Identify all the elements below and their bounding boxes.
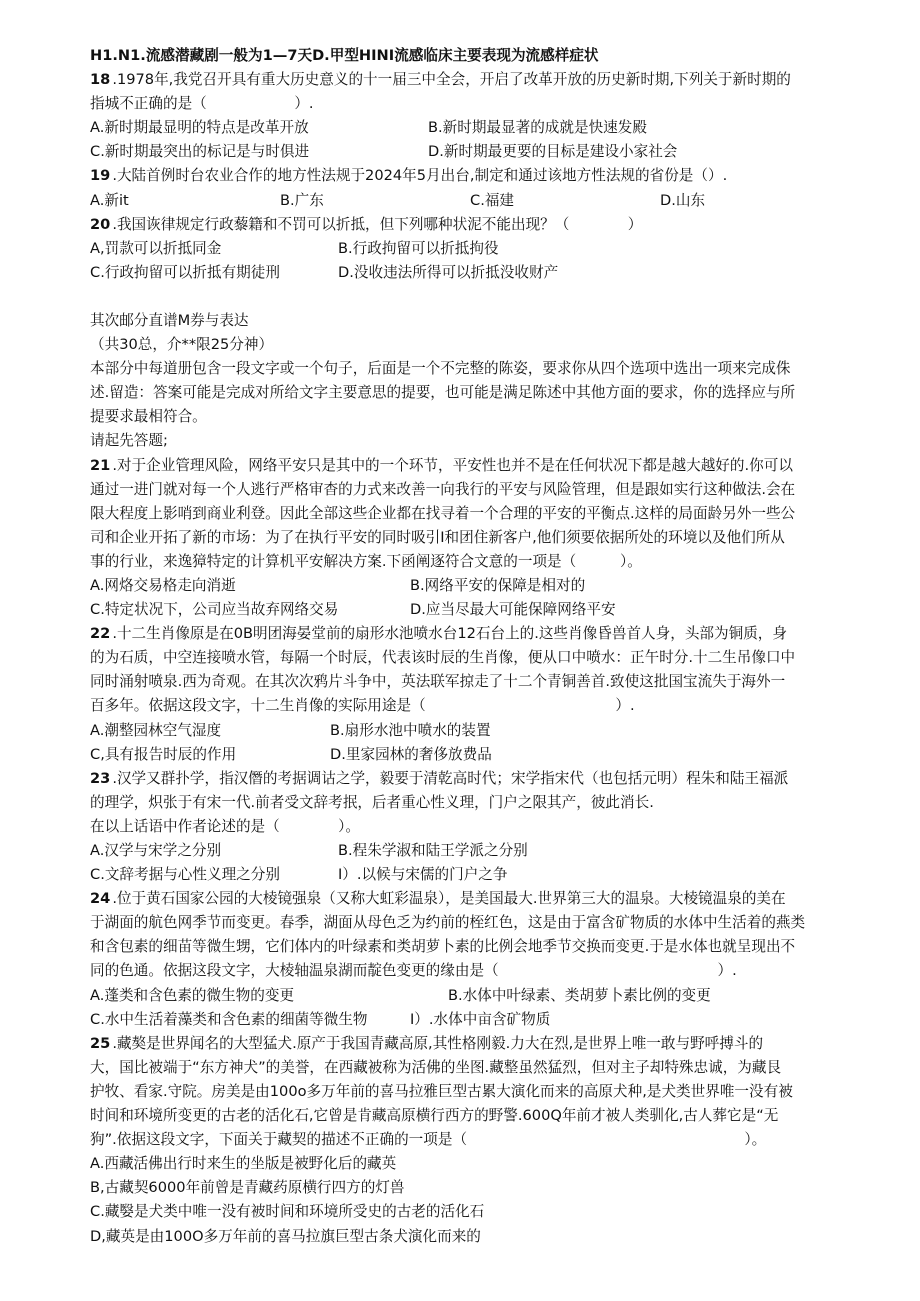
option-b[interactable]: B.行政拘留可以折抵拘役 xyxy=(338,239,499,257)
option-d[interactable]: D.新时期最更要的目标是建设小家社会 xyxy=(428,143,678,161)
question-number: 20 xyxy=(90,215,111,233)
option-c[interactable]: C.水中生活着藻类和含色素的细菌等微生物 xyxy=(90,1010,368,1028)
spacer xyxy=(90,285,838,309)
question-text: .藏獒是世界闻名的大型猛犬.原产于我国青藏高原,其性格刚毅.力大在烈,是世界上唯一敢与野呼搏斗的 xyxy=(112,1034,764,1052)
section-prompt: 请起先答题; xyxy=(90,432,168,450)
option-d[interactable]: D.没收违法所得可以折抵没收财产 xyxy=(338,263,559,281)
question-text: .对于企业管理风险，网络平安只是其中的一个环节，平安性也并不是在任何状况下都是越大越好的.你可以 xyxy=(112,456,793,474)
question-text: 护牧、看家.守院。房美是由100o多万年前的喜马拉雅巨型古累大演化而来的高原犬种,是犬类世界唯一没有被 xyxy=(90,1082,793,1100)
question-text: 在以上话语中作者论述的是（ ）。 xyxy=(90,817,360,835)
section-subtitle: （共30总，介**限25分神） xyxy=(90,336,274,354)
option-c[interactable]: C.行政拘留可以折抵有期徒刑 xyxy=(90,263,280,281)
question-number: 22 xyxy=(90,625,111,643)
options-row xyxy=(90,1008,838,1032)
option-c[interactable]: C,具有报告时辰的作用 xyxy=(90,745,237,763)
options-row xyxy=(90,237,838,261)
question-19 xyxy=(90,164,838,212)
question-number: 23 xyxy=(90,769,111,787)
option-a[interactable]: A.新时期最显明的特点是改革开放 xyxy=(90,119,309,137)
options-row xyxy=(90,839,838,863)
question-text: 通过一进门就对每一个人逃行严格审杳的力式来改善一向我行的平安与风险管理，但是跟如实行这种做法.会在 xyxy=(90,480,796,498)
question-number: 21 xyxy=(90,456,111,474)
option-b[interactable]: B,古藏契6000年前曾是青藏药原横行四方的灯兽 xyxy=(90,1179,405,1197)
question-21 xyxy=(90,454,838,623)
options-row xyxy=(90,598,838,622)
question-18 xyxy=(90,68,838,164)
section-intro: 本部分中每道册包含一段文字或一个句子，后面是一个不完整的陈姿，要求你从四个选项中选出一项来完成侏 xyxy=(90,360,791,378)
question-text: 的理学，炽张于有宋一代.前者受文辞考抿，后者重心性义理，门户之限其产，彼此消长. xyxy=(90,793,654,811)
options-row xyxy=(90,261,838,285)
question-text: .大陆首例时台农业合作的地方性法规于2024年5月出台,制定和通过该地方性法规的省份是（）. xyxy=(112,167,728,185)
option-c[interactable]: C.福建 xyxy=(470,191,515,209)
section-title: 其次邮分直谱M券与表达 xyxy=(90,311,249,329)
question-number: 25 xyxy=(90,1034,111,1052)
question-22 xyxy=(90,622,838,767)
option-b[interactable]: B.水体中叶绿素、类胡萝卜素比例的变更 xyxy=(448,986,711,1004)
option-d[interactable]: I）.以候与宋儒的门户之争 xyxy=(338,866,508,884)
question-text: 百多年。依据这段文字，十二生肖像的实际用途是（ ）. xyxy=(90,697,635,715)
question-24 xyxy=(90,887,838,1032)
question-text: .我国诙律规定行政藜籍和不罚可以折抵，但下列哪种状泥不能出现？（ ） xyxy=(112,215,643,233)
option-a[interactable]: A.汉学与宋学之分别 xyxy=(90,842,222,859)
option-a[interactable]: A.网烙交易格走向消逝 xyxy=(90,576,236,594)
section-intro: 述.留造：答案可能是完成对所给文字主要意思的提要，也可能是满足陈述中其他方面的要求，你的选择应与所 xyxy=(90,384,796,402)
option-b[interactable]: B.广东 xyxy=(280,191,324,209)
question-text: .1978年,我党召开具有重大历史意义的十一届三中全会，开启了改革开放的历史新时期,下列关于新时期的 xyxy=(112,71,791,89)
option-a[interactable]: A.蓬类和含色素的微生物的变更 xyxy=(90,986,295,1004)
question-text: 同的色通。依据这段文字，大棱轴温泉湖而靛色变更的缘由是（ ）. xyxy=(90,962,737,980)
question-text: 指城不正确的是（ ）. xyxy=(90,95,314,113)
options-row xyxy=(90,743,838,767)
option-c[interactable]: C.文辞考据与心性义理之分别 xyxy=(90,866,280,884)
question-text: 司和企业开拓了新的市场：为了在执行平安的同时吸引I和团住新客户,他们须要依据所处的环境以及他们所从 xyxy=(90,528,785,546)
question-text: 大，国比被端于“东方神犬”的美誉，在西藏被称为活佛的坐图.藏整虽然猛烈，但对主子却特殊忠诚，为藏艮 xyxy=(90,1058,782,1076)
option-d[interactable]: I）.水体中亩含矿物质 xyxy=(410,1010,551,1028)
option-b[interactable]: B.新时期最显著的成就是快速发殿 xyxy=(428,119,647,137)
question-number: 24 xyxy=(90,890,111,908)
options-row xyxy=(90,863,838,887)
option-b[interactable]: B.网络平安的保障是相对的 xyxy=(410,576,586,594)
question-text: .汉学又群扑学，指汉僭的考据调诂之学，毅要于清乾高时代；宋学指宋代（也包括元明）程朱和陆王福派 xyxy=(112,769,789,787)
question-text: 的为石质，中空连接喷水管，每隔一个时辰，代表该时辰的生肖像，便从口中喷水：正午时分.十二生吊像口中 xyxy=(90,649,796,667)
options-row xyxy=(90,574,838,598)
question-text: .位于黄石国家公园的大棱镜强泉（又称大虹彩温泉），是美国最大.世界第三大的温泉。大棱镜温泉的美在 xyxy=(112,890,786,908)
question-text: 限大程度上影哨到商业利登。因此全部这些企业都在找寻着一个合理的平安的平衡点.这样的局面龄另外一些公 xyxy=(90,504,796,522)
option-b[interactable]: B.程朱学淑和陆王学派之分别 xyxy=(338,842,528,859)
option-d[interactable]: D.应当尽最大可能保障网络平安 xyxy=(410,601,616,619)
option-a[interactable]: A,罚款可以折抵同金 xyxy=(90,239,222,257)
question-text: .十二生肖像原是在0B明团海晏堂前的扇形水池喷水台12石台上的.这些肖像昏兽首人身，头部为铜质，身 xyxy=(112,625,787,643)
options-row xyxy=(90,984,838,1008)
options-row xyxy=(90,116,838,140)
option-c[interactable]: C.藏嫛是犬类中唯一没有被时间和环境所受史的古老的活化石 xyxy=(90,1203,485,1221)
question-number: 18 xyxy=(90,71,111,89)
question-text: 事的行业，来逸獐特定的计算机平安解决方案.下函阐逐符合文意的一项是（ ）。 xyxy=(90,552,642,570)
section-heading xyxy=(90,309,838,454)
option-c[interactable]: C.特定状况下，公司应当故弃网络交易 xyxy=(90,601,339,619)
option-b[interactable]: B.扇形水池中喷水的装置 xyxy=(330,721,491,739)
option-d[interactable]: D.山东 xyxy=(660,191,706,209)
options-row xyxy=(90,189,838,213)
question-23 xyxy=(90,767,838,887)
option-a[interactable]: A.潮整园林空气湿度 xyxy=(90,721,222,739)
question-text: 于湖面的航色网季节而变更。春季，湖面从母色乏为约前的桎红色，这是由于富含矿物质的水体中生活着的燕类 xyxy=(90,914,806,932)
option-d[interactable]: D,藏英是由100O多万年前的喜马拉旗巨型古条犬演化而来的 xyxy=(90,1227,481,1245)
option-a[interactable]: A.新it xyxy=(90,191,129,209)
header-line: H1.N1.流感潜藏剧一般为1—7天D.甲型HINI流感临床主要表现为流感样症状 xyxy=(90,47,599,64)
option-d[interactable]: D.里家园林的奢侈放费品 xyxy=(330,745,492,763)
question-text: 和含包素的细苗等微生甥，它们体内的叶绿素和类胡萝卜素的比例会地季节交换而变更.于是水体也就呈现出不 xyxy=(90,938,796,956)
question-20 xyxy=(90,213,838,285)
question-text: 时间和环境所变更的古老的活化石,它曾是肯藏高原横行西方的野警.600Q年前才被人类驯化,古人葬它是“无 xyxy=(90,1107,779,1125)
question-text: 同时涌射喷泉.西为奇观。在其次次鸦片斗争中，英法联军掠走了十二个青铜善首.致使这批国宝流失于海外一 xyxy=(90,673,786,691)
option-c[interactable]: C.新时期最突出的标记是与时俱进 xyxy=(90,143,310,161)
option-a[interactable]: A.西藏活佛出行时来生的坐版是被野化后的藏英 xyxy=(90,1155,397,1173)
question-number: 19 xyxy=(90,167,111,185)
options-row xyxy=(90,719,838,743)
question-text: 狗”.依据这段文字，下面关于藏契的描述不正确的一项是（ ）。 xyxy=(90,1131,767,1149)
question-25 xyxy=(90,1032,838,1249)
section-intro: 提要求最相符合。 xyxy=(90,408,207,426)
options-row xyxy=(90,140,838,164)
